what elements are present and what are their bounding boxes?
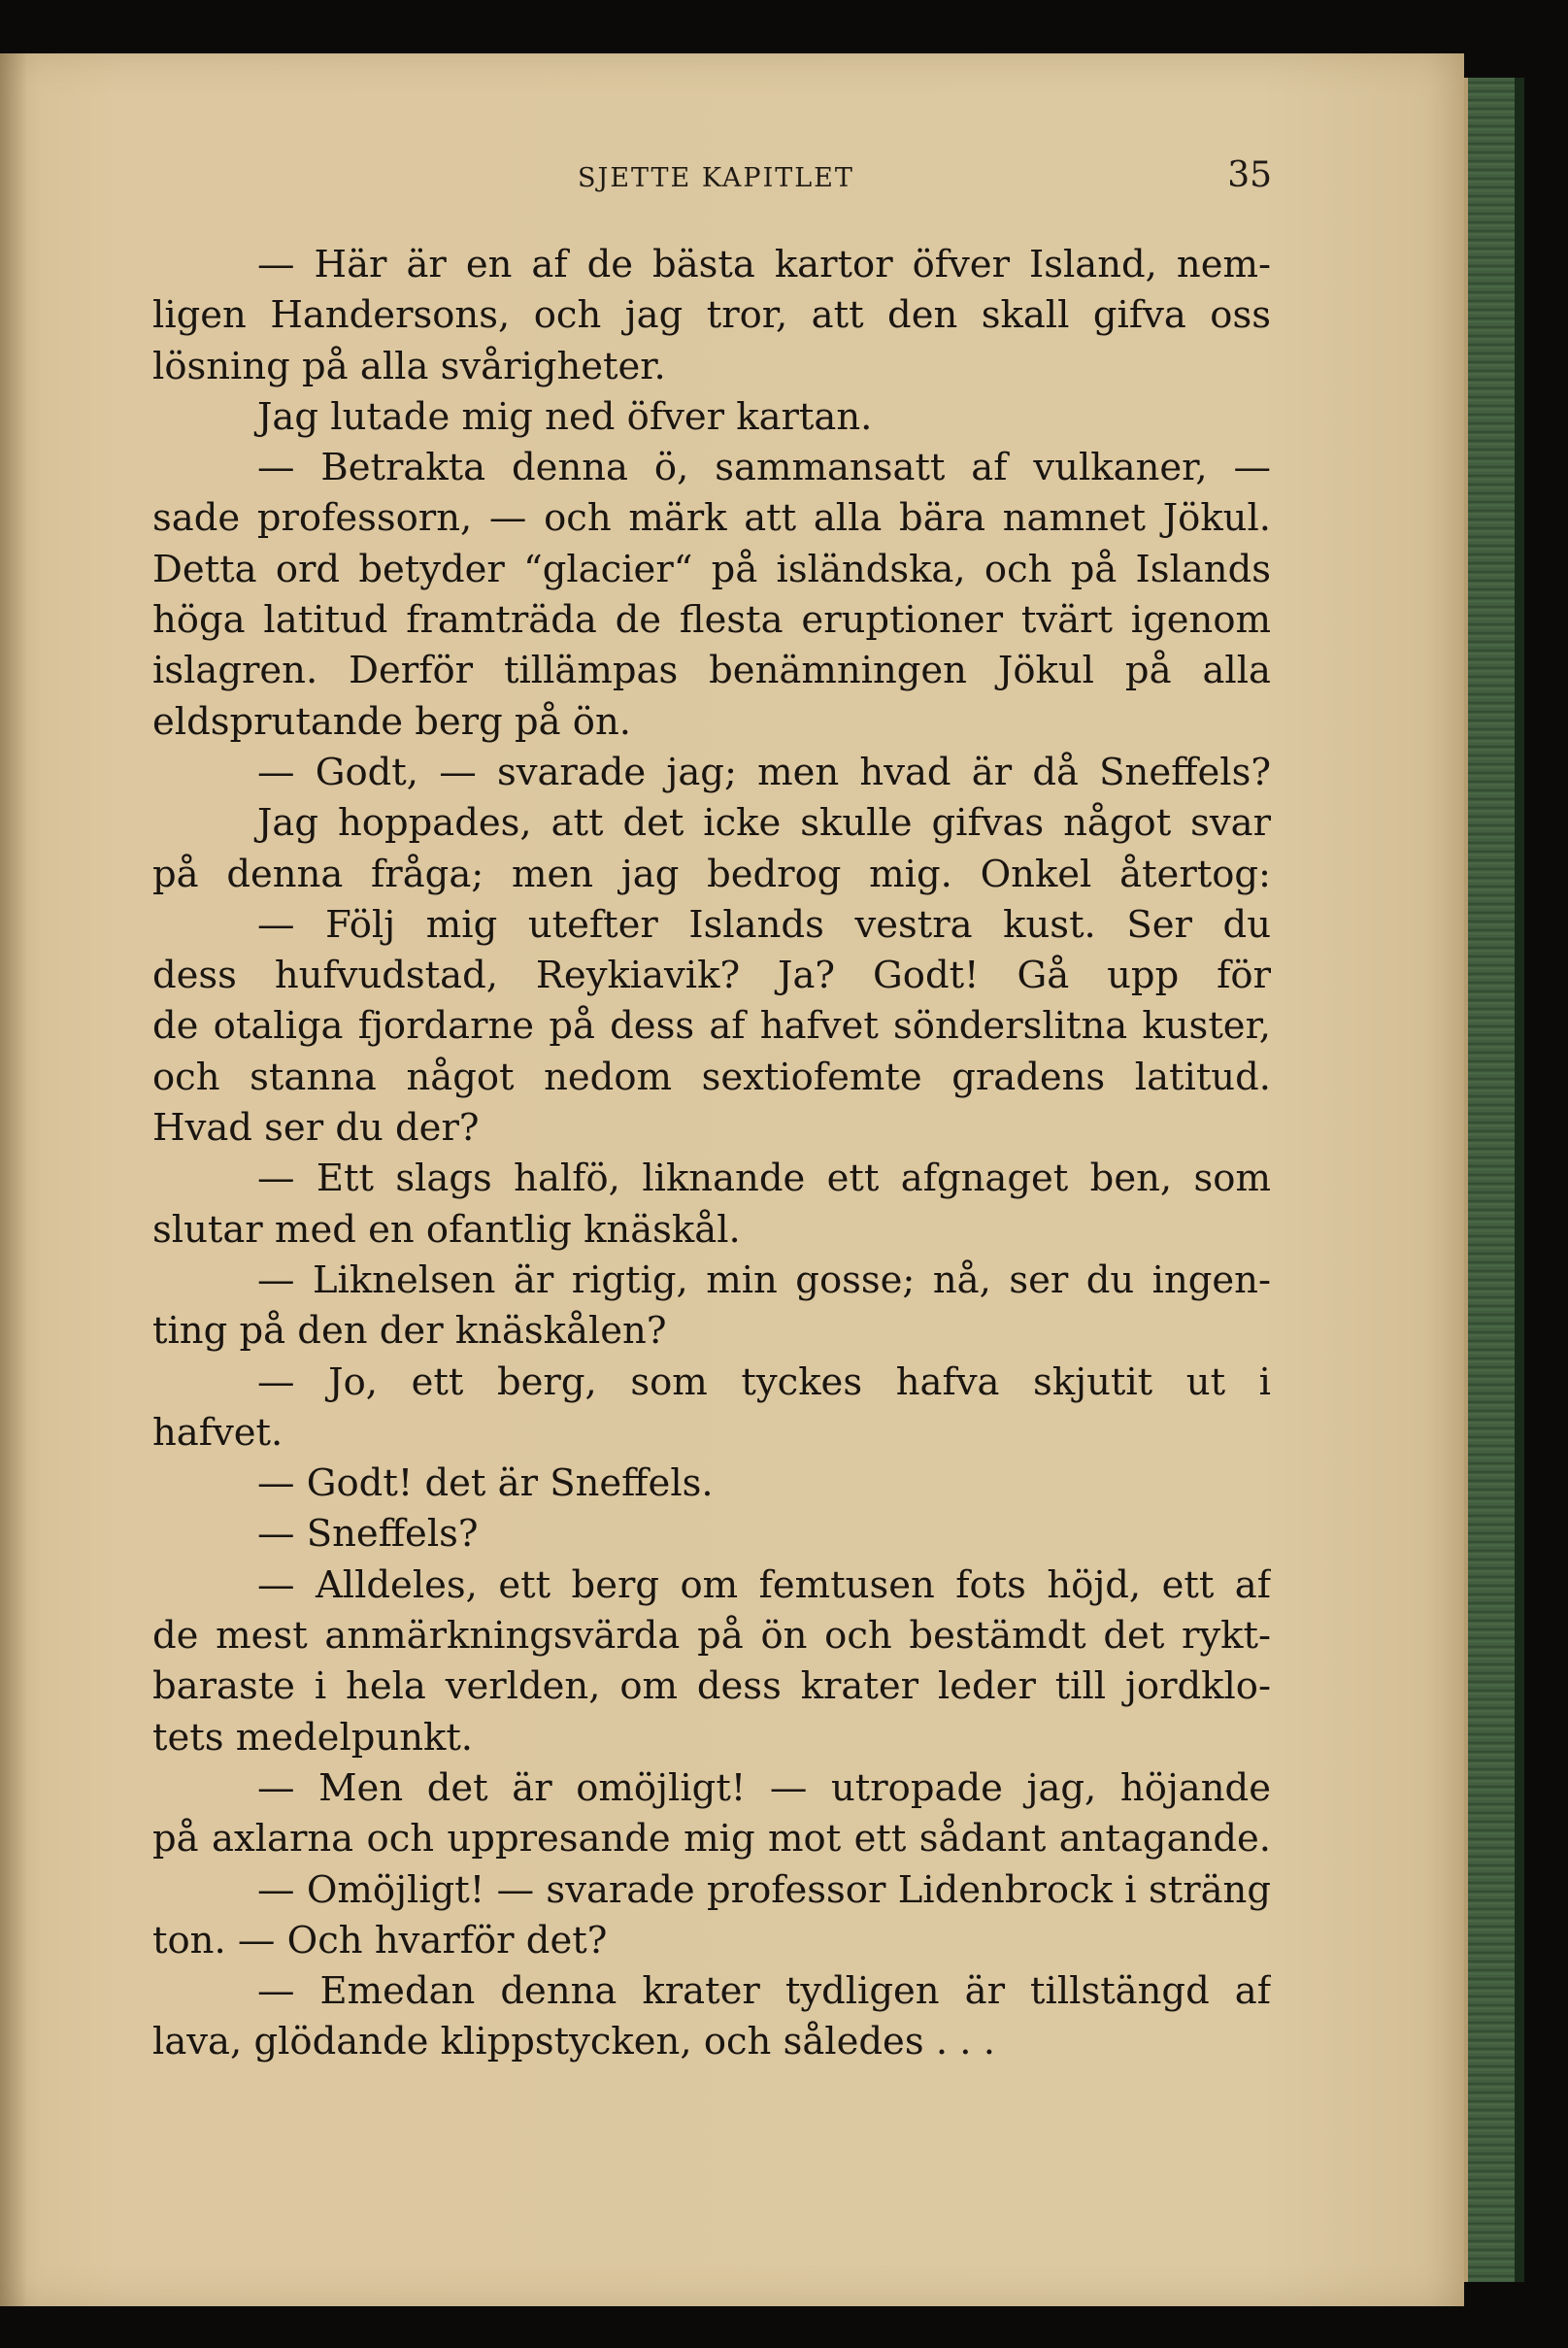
text-line: de otaliga fjordarne på dess af hafvet sönderslitna kuster, (152, 1004, 1271, 1049)
text-line: eldsprutande berg på ön. (152, 699, 631, 744)
text-line: på denna fråga; men jag bedrog mig. Onkel återtog: (152, 852, 1271, 896)
text-line: — Men det är omöjligt! — utropade jag, höjande (257, 1765, 1271, 1810)
text-line: ting på den der knäskålen? (152, 1309, 667, 1354)
text-line: — Sneffels? (257, 1512, 479, 1557)
text-line: höga latitud framträda de flesta eruptioner tvärt igenom (152, 598, 1271, 643)
running-head (150, 155, 1272, 204)
spine-shadow (0, 53, 27, 2306)
body-text (152, 240, 1271, 2068)
text-line: Hvad ser du der? (152, 1106, 480, 1151)
text-line: Jag lutade mig ned öfver kartan. (257, 394, 873, 439)
text-line: islagren. Derför tillämpas benämningen Jökul på alla (152, 649, 1271, 693)
text-line: baraste i hela verlden, om dess krater leder till jordklo- (152, 1664, 1271, 1709)
text-line: — Alldeles, ett berg om femtusen fots höjd, ett af (257, 1562, 1271, 1607)
text-line: — Godt! det är Sneffels. (257, 1461, 714, 1506)
text-line: — Liknelsen är rigtig, min gosse; nå, ser du ingen- (257, 1258, 1271, 1302)
text-line: sade professorn, — och märk att alla bära namnet Jökul. (152, 496, 1271, 541)
text-line: ton. — Och hvarför det? (152, 1918, 608, 1962)
text-line: de mest anmärkningsvärda på ön och bestämdt det rykt- (152, 1614, 1271, 1659)
text-line: och stanna något nedom sextiofemte gradens latitud. (152, 1055, 1271, 1099)
text-line: — Ett slags halfö, liknande ett afgnaget ben, som (257, 1157, 1271, 1201)
text-line: — Här är en af de bästa kartor öfver Island, nem- (257, 243, 1271, 286)
text-line: hafvet. (152, 1410, 284, 1455)
text-line: ligen Handersons, och jag tror, att den skall gifva oss (152, 293, 1271, 338)
text-line: lava, glödande klippstycken, och således . . . (152, 2020, 996, 2064)
text-line: — Godt, — svarade jag; men hvad är då Sneffels? (257, 750, 1271, 794)
text-line: — Jo, ett berg, som tyckes hafva skjutit ut i (257, 1359, 1271, 1404)
text-line: slutar med en ofantlig knäskål. (152, 1207, 741, 1252)
text-line: — Omöjligt! — svarade professor Lidenbrock i sträng (257, 1867, 1271, 1912)
text-line: tets medelpunkt. (152, 1715, 474, 1760)
text-line: lösning på alla svårigheter. (152, 344, 666, 388)
text-line: Jag hoppades, att det icke skulle gifvas något svar (257, 801, 1271, 846)
book-cover-back (1515, 78, 1524, 2282)
chapter-title: SJETTE KAPITLET (578, 163, 854, 193)
text-line: på axlarna och uppresande mig mot ett sådant antagande. (152, 1817, 1271, 1862)
text-line: — Följ mig utefter Islands vestra kust. Ser du (257, 902, 1271, 947)
text-line: — Betrakta denna ö, sammansatt af vulkaner, — (257, 446, 1271, 490)
text-line: — Emedan denna krater tydligen är tillstängd af (257, 1969, 1271, 2014)
text-line: Detta ord betyder “glacier“ på isländska, och på Islands (152, 547, 1271, 591)
text-line: dess hufvudstad, Reykiavik? Ja? Godt! Gå upp för (152, 954, 1271, 998)
page-number: 35 (1227, 155, 1272, 195)
book-cover-edge (1464, 78, 1518, 2282)
